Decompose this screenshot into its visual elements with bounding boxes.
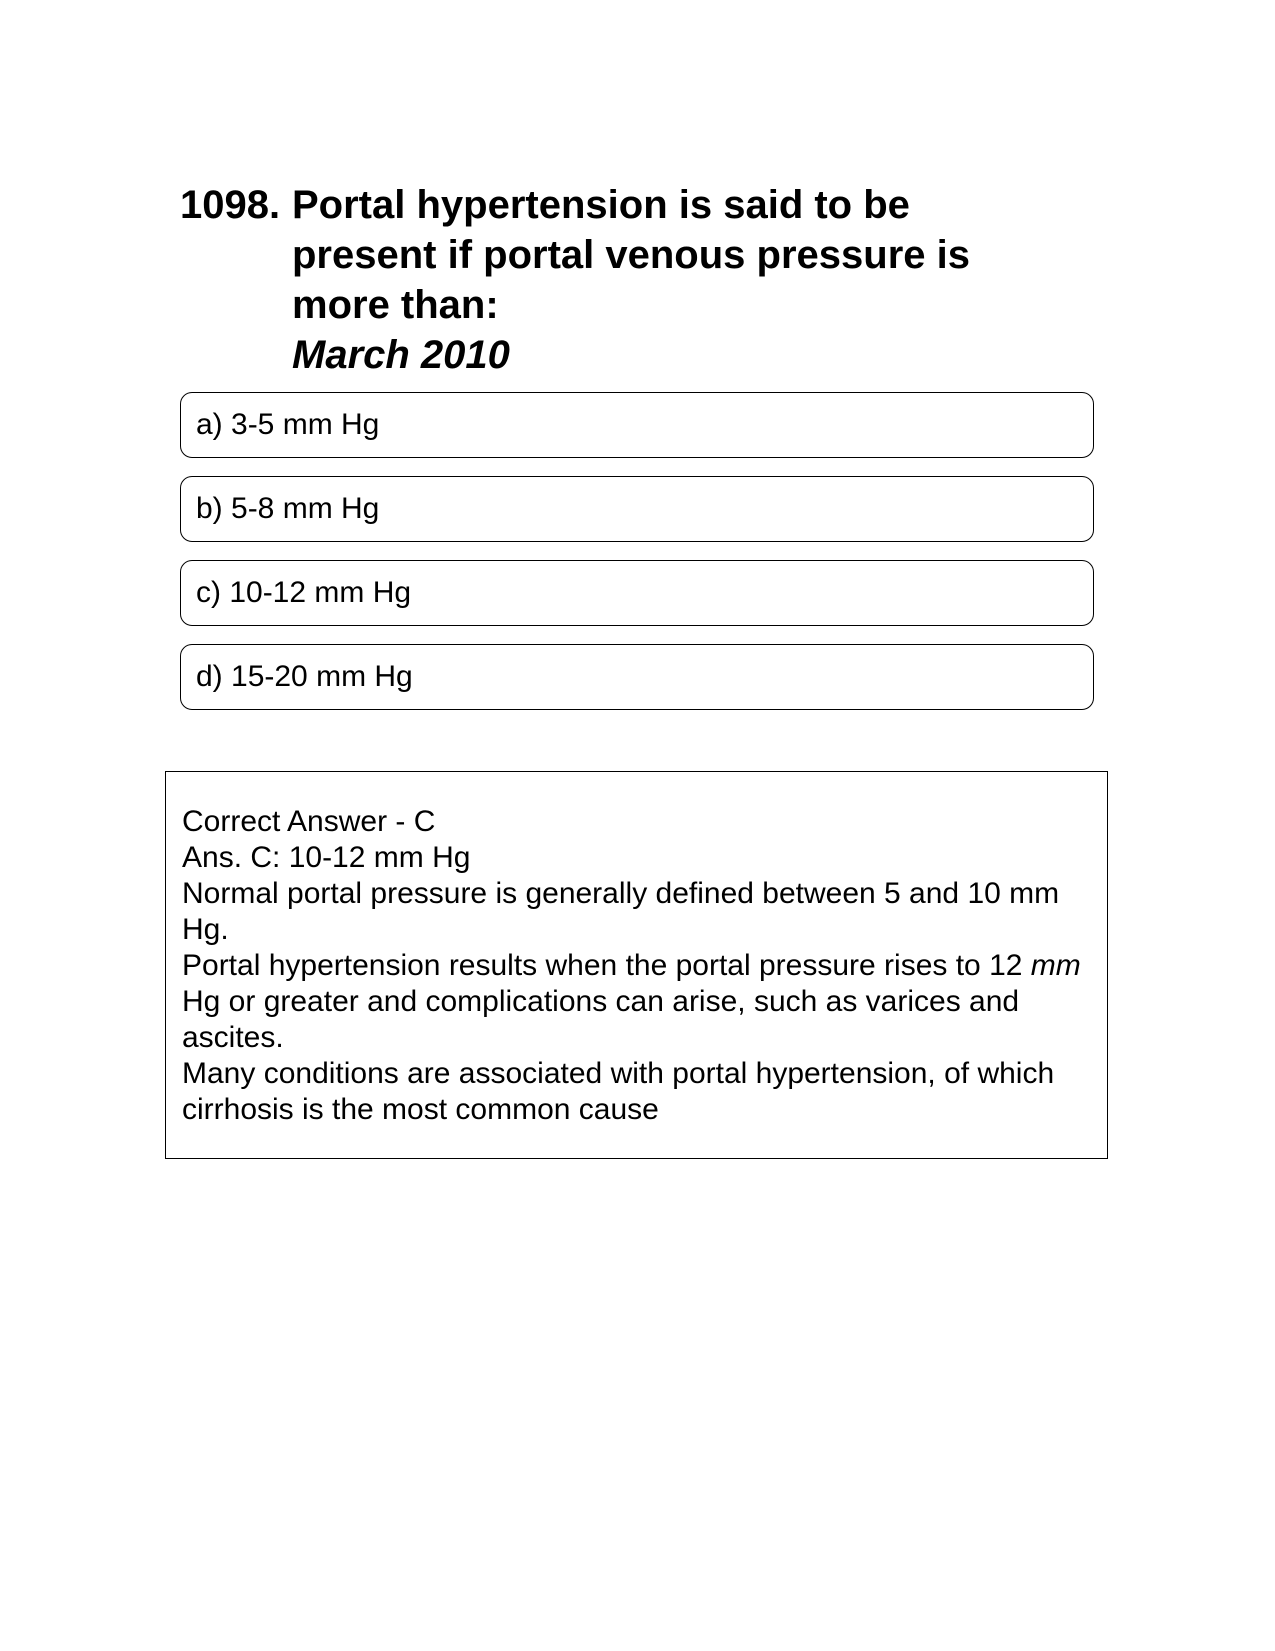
question-text: Portal hypertension is said to be present if portal venous pressure is more than: [292,183,970,327]
explanation-normal-pressure: Normal portal pressure is generally defined between 5 and 10 mm Hg. [182,877,1060,946]
explanation-text-part1: Portal hypertension results when the portal pressure rises to 12 [182,949,1031,982]
option-b[interactable]: b) 5-8 mm Hg [180,476,1094,542]
question-block [180,180,1080,380]
option-d[interactable]: d) 15-20 mm Hg [180,644,1094,710]
option-a[interactable]: a) 3-5 mm Hg [180,392,1094,458]
question-text-block [292,180,1012,380]
explanation-portal-hypertension [182,948,1092,1056]
question-number: 1098. [180,183,281,227]
question-date: March 2010 [292,333,510,377]
answer-explanation-box [165,771,1108,1159]
explanation-text-part2: Hg or greater and complications can arise, such as varices and ascites. [182,985,1020,1054]
option-c[interactable]: c) 10-12 mm Hg [180,560,1094,626]
correct-answer: Correct Answer - C [182,805,436,838]
explanation-text-italic: mm [1030,949,1081,982]
answer-line: Ans. C: 10-12 mm Hg [182,841,471,874]
explanation-conditions: Many conditions are associated with portal hypertension, of which cirrhosis is the most common cause [182,1057,1055,1126]
